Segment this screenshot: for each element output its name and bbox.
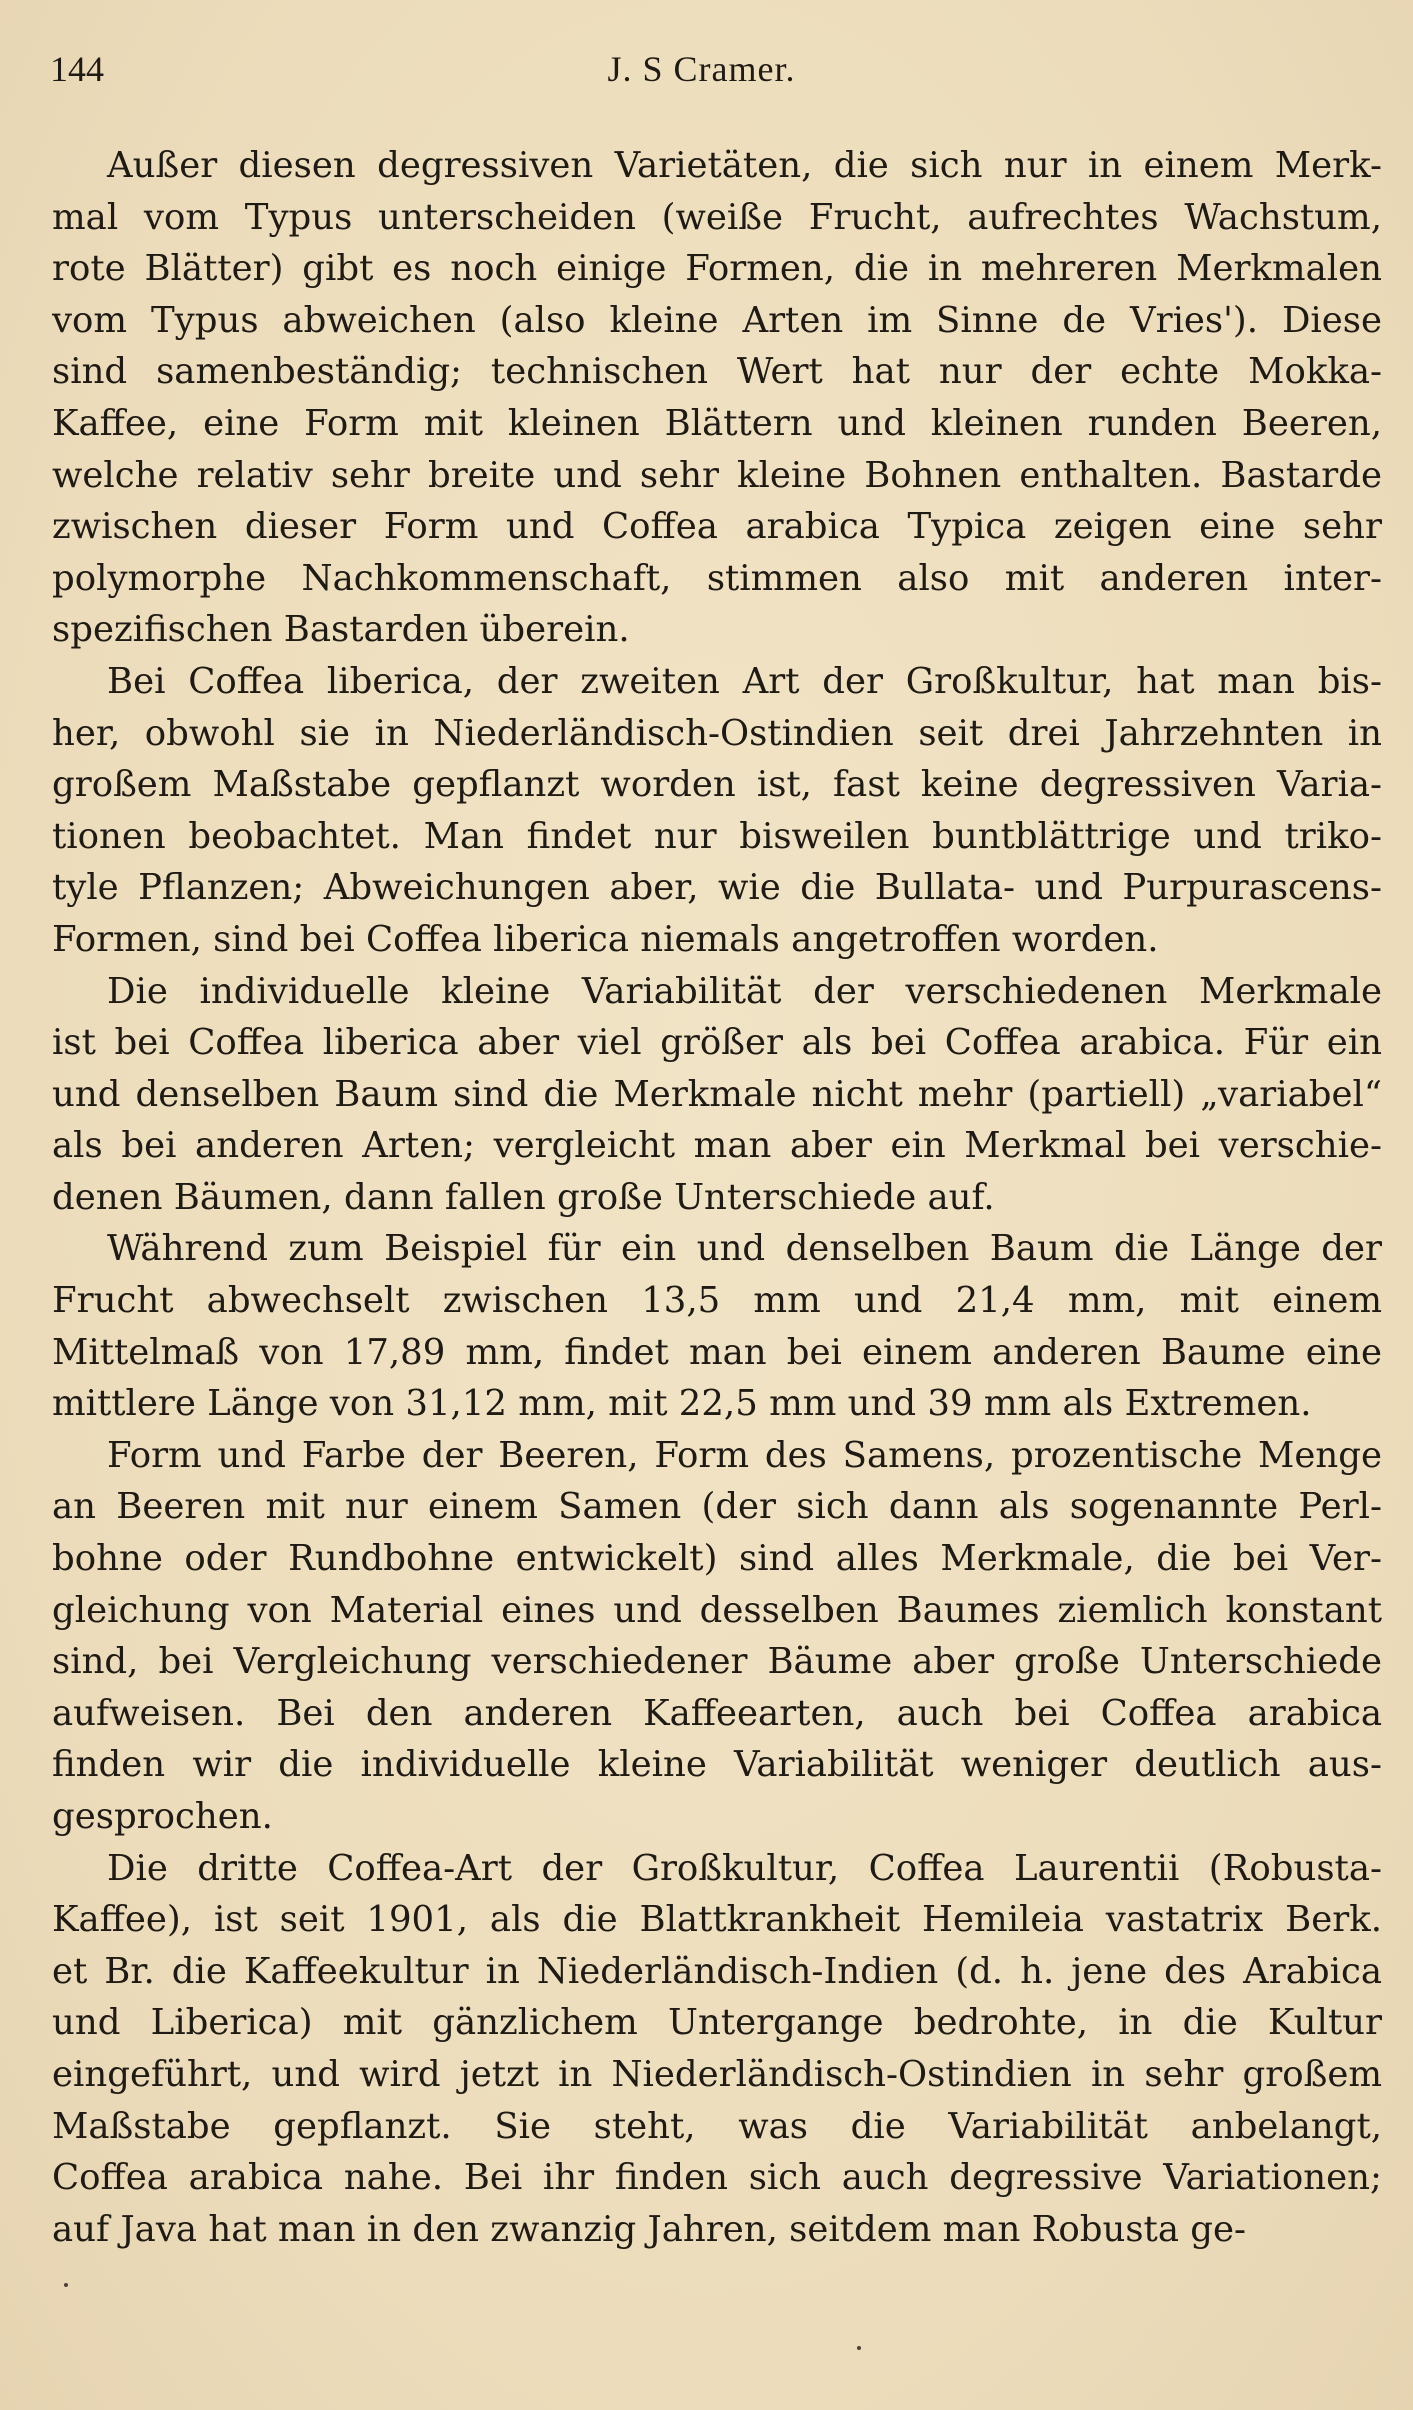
text-line: sind samenbeständig; technischen Wert hat nur der echte Mokka- (52, 351, 1382, 393)
text-line: denen Bäumen, dann fallen große Unterschiede auf. (52, 1176, 995, 1218)
body-text (52, 140, 1382, 2255)
text-line: finden wir die individuelle kleine Variabilität weniger deutlich aus- (52, 1744, 1382, 1786)
text-line: zwischen dieser Form und Coffea arabica Typica zeigen eine sehr (52, 506, 1382, 548)
text-line: spezifischen Bastarden überein. (52, 609, 630, 651)
text-line: her, obwohl sie in Niederländisch-Ostindien seit drei Jahrzehnten in (52, 712, 1382, 754)
text-line: vom Typus abweichen (also kleine Arten im Sinne de Vries'). Diese (52, 299, 1382, 341)
page-header (50, 48, 1353, 98)
text-line: gesprochen. (52, 1796, 273, 1837)
paragraph (52, 140, 1382, 656)
text-line: Außer diesen degressiven Varietäten, die sich nur in einem Merk- (107, 145, 1382, 186)
running-head: J. S Cramer. (607, 49, 796, 89)
text-line: welche relativ sehr breite und sehr kleine Bohnen enthalten. Bastarde (52, 454, 1382, 496)
paragraph (52, 966, 1382, 1224)
speck-mark (64, 2283, 68, 2287)
text-line: aufweisen. Bei den anderen Kaffeearten, auch bei Coffea arabica (52, 1692, 1382, 1734)
text-line: Mittelmaß von 17,89 mm, findet man bei einem anderen Baume eine (52, 1331, 1382, 1373)
text-line: Kaffee), ist seit 1901, als die Blattkrankheit Hemileia vastatrix Berk. (52, 1899, 1382, 1941)
text-line: Während zum Beispiel für ein und denselben Baum die Länge der (107, 1228, 1382, 1270)
text-line: an Beeren mit nur einem Samen (der sich dann als sogenannte Perl- (52, 1486, 1382, 1528)
text-line: und Liberica) mit gänzlichem Untergange bedrohte, in die Kultur (52, 2002, 1382, 2044)
text-line: großem Maßstabe gepflanzt worden ist, fast keine degressiven Varia- (52, 764, 1382, 806)
text-line: Die dritte Coffea-Art der Großkultur, Coffea Laurentii (Robusta- (107, 1847, 1382, 1889)
text-line: eingeführt, und wird jetzt in Niederländisch-Ostindien in sehr großem (52, 2053, 1382, 2095)
text-line: mittlere Länge von 31,12 mm, mit 22,5 mm und 39 mm als Extremen. (52, 1383, 1312, 1425)
text-line: et Br. die Kaffeekultur in Niederländisch-Indien (d. h. jene des Arabica (52, 1950, 1382, 1992)
text-line: Coffea arabica nahe. Bei ihr finden sich auch degressive Variationen; (52, 2157, 1382, 2199)
paragraph (52, 1430, 1382, 1843)
text-line: Form und Farbe der Beeren, Form des Samens, prozentische Menge (107, 1434, 1382, 1476)
text-line: sind, bei Vergleichung verschiedener Bäume aber große Unterschiede (52, 1641, 1382, 1683)
text-line: Frucht abwechselt zwischen 13,5 mm und 21,4 mm, mit einem (52, 1280, 1382, 1322)
text-line: Kaffee, eine Form mit kleinen Blättern und kleinen runden Beeren, (52, 402, 1382, 444)
text-line: und denselben Baum sind die Merkmale nicht mehr (partiell) „variabel“ (52, 1073, 1382, 1115)
text-line: tionen beobachtet. Man findet nur bisweilen buntblättrige und triko- (52, 815, 1382, 857)
text-line: Bei Coffea liberica, der zweiten Art der Großkultur, hat man bis- (107, 660, 1382, 702)
paragraph (52, 1223, 1382, 1429)
paragraph (52, 1843, 1382, 2256)
text-line: mal vom Typus unterscheiden (weiße Frucht, aufrechtes Wachstum, (52, 196, 1382, 238)
text-line: Formen, sind bei Coffea liberica niemals angetroffen worden. (52, 918, 1159, 960)
text-line: Maßstabe gepflanzt. Sie steht, was die Variabilität anbelangt, (52, 2105, 1382, 2147)
paragraph (52, 656, 1382, 966)
text-line: tyle Pflanzen; Abweichungen aber, wie die Bullata- und Purpurascens- (52, 867, 1382, 909)
text-line: als bei anderen Arten; vergleicht man aber ein Merkmal bei verschie- (52, 1125, 1382, 1167)
text-line: auf Java hat man in den zwanzig Jahren, seitdem man Robusta ge- (52, 2208, 1246, 2250)
text-line: bohne oder Rundbohne entwickelt) sind alles Merkmale, die bei Ver- (52, 1538, 1382, 1580)
text-line: Die individuelle kleine Variabilität der verschiedenen Merkmale (107, 970, 1382, 1012)
text-line: polymorphe Nachkommenschaft, stimmen also mit anderen inter- (52, 557, 1382, 599)
text-line: ist bei Coffea liberica aber viel größer als bei Coffea arabica. Für ein (52, 1022, 1382, 1064)
speck-mark (857, 2346, 861, 2350)
text-line: rote Blätter) gibt es noch einige Formen, die in mehreren Merkmalen (52, 248, 1382, 290)
text-line: gleichung von Material eines und desselben Baumes ziemlich konstant (52, 1589, 1382, 1631)
page-number: 144 (50, 49, 104, 89)
